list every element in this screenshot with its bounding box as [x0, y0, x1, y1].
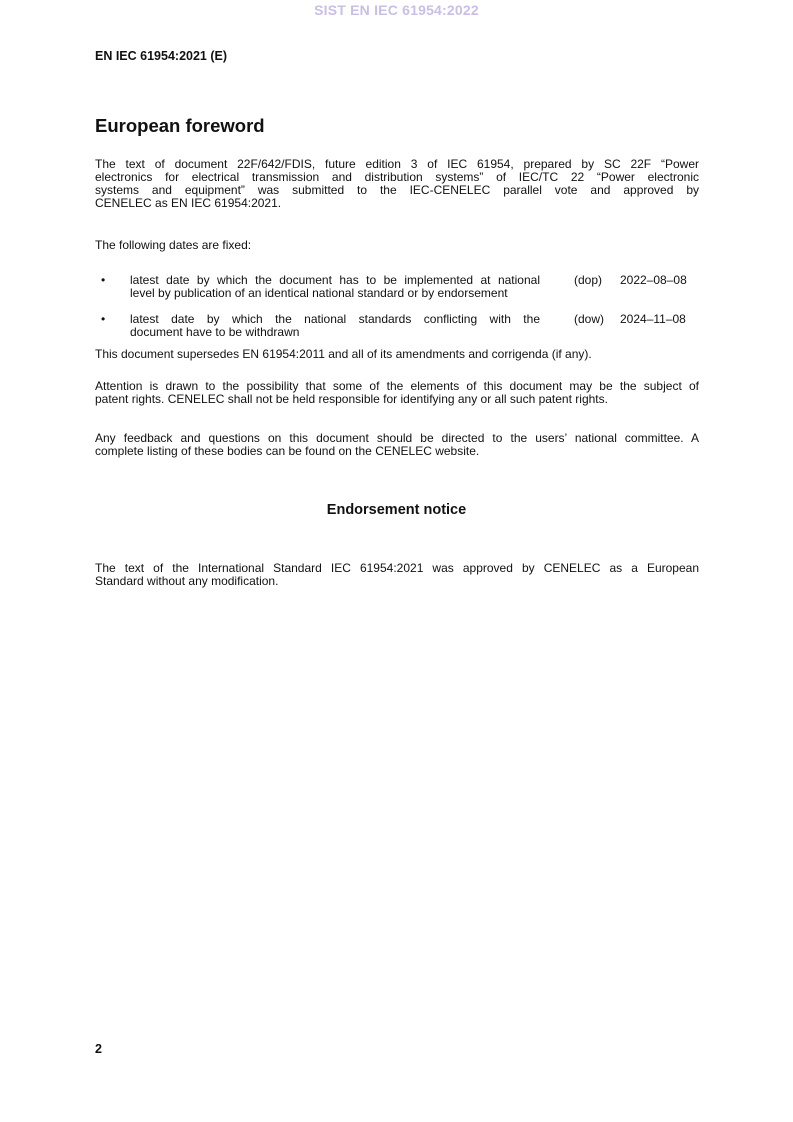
feedback-text: [95, 432, 699, 458]
endorsement-line: The text of the International Standard IEC 61954:2021 was approved by CENELEC as a European: [95, 561, 699, 575]
intro-line: electronics for electrical transmission and distribution systems” of IEC/TC 22 “Power electronic: [95, 170, 699, 184]
intro-line: systems and equipment” was submitted to the IEC-CENELEC parallel vote and approved by: [95, 183, 699, 197]
foreword-title: European foreword: [95, 115, 265, 136]
intro-line: The text of document 22F/642/FDIS, future edition 3 of IEC 61954, prepared by SC 22F “Power: [95, 157, 699, 171]
date-item-text: [130, 274, 540, 300]
document-id: EN IEC 61954:2021 (E): [95, 49, 228, 63]
bullet-icon: •: [101, 273, 106, 287]
bullet-icon: •: [101, 312, 106, 326]
endorsement-line: Standard without any modification.: [95, 574, 279, 588]
feedback-line: complete listing of these bodies can be found on the CENELEC website.: [95, 444, 480, 458]
date-item-dow: [95, 313, 699, 341]
endorsement-text: [95, 562, 699, 588]
date-item-line: latest date by which the national standards conflicting with the: [130, 312, 540, 326]
supersedes-text: This document supersedes EN 61954:2011 and all of its amendments and corrigenda (if any).: [95, 347, 592, 361]
date-item-line: latest date by which the document has to be implemented at national: [130, 273, 540, 287]
foreword-intro: [95, 158, 699, 210]
intro-line: CENELEC as EN IEC 61954:2021.: [95, 196, 282, 210]
endorsement-title: Endorsement notice: [326, 502, 467, 518]
attention-text: [95, 380, 699, 406]
dates-intro: The following dates are fixed:: [95, 238, 252, 252]
date-item-line: document have to be withdrawn: [130, 325, 300, 339]
watermark: SIST EN IEC 61954:2022: [314, 2, 479, 18]
date-value: 2022–08–08: [620, 273, 687, 287]
date-code: (dow): [574, 312, 605, 326]
date-code: (dop): [574, 273, 603, 287]
date-value: 2024–11–08: [620, 312, 686, 326]
page-number: 2: [95, 1042, 102, 1056]
date-item-dop: [95, 274, 699, 302]
date-item-text: [130, 313, 540, 339]
feedback-line: Any feedback and questions on this document should be directed to the users’ national committee. A: [95, 431, 699, 445]
attention-line: patent rights. CENELEC shall not be held responsible for identifying any or all such patent rights.: [95, 392, 608, 406]
attention-line: Attention is drawn to the possibility that some of the elements of this document may be the subject of: [95, 379, 699, 393]
date-item-line: level by publication of an identical national standard or by endorsement: [130, 286, 508, 300]
